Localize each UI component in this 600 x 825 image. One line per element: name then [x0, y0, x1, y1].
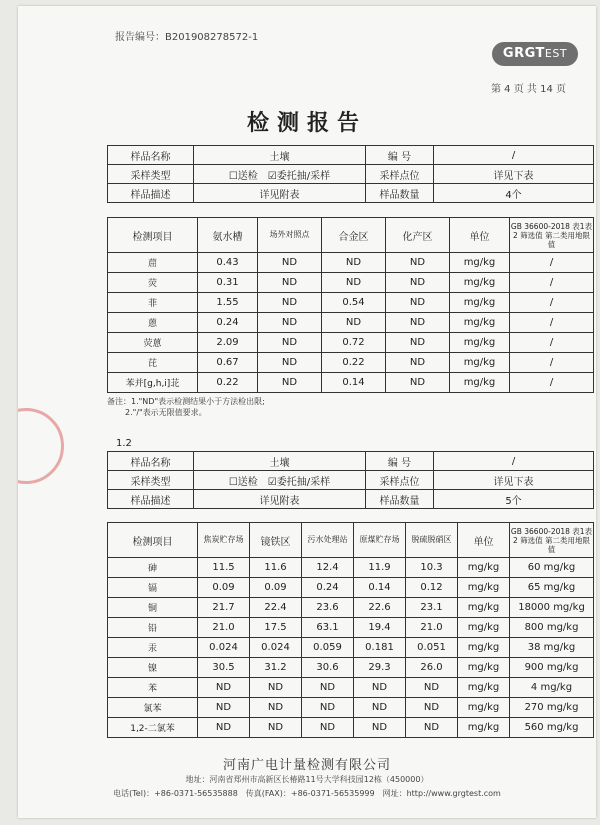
- header-cell: 原煤贮存场: [354, 523, 406, 558]
- value-cell: mg/kg: [458, 618, 510, 638]
- label-cell: 采样类型: [108, 471, 194, 490]
- value-cell: ND: [198, 718, 250, 738]
- company-contact: 电话(Tel)：+86-0371-56535888 传真(FAX)：+86-0371-56535999 网址：http://www.grgtest.com: [113, 789, 501, 798]
- value-cell: /: [510, 353, 594, 373]
- page-title: 检测报告: [246, 110, 367, 136]
- value-cell: ND: [354, 678, 406, 698]
- label-cell: 样品名称: [108, 146, 194, 165]
- results-table-2-body: [108, 558, 594, 738]
- results-table-1-body: [108, 253, 594, 393]
- value-cell: 30.5: [198, 658, 250, 678]
- value-cell: 11.5: [198, 558, 250, 578]
- label-cell: 采样点位: [366, 165, 434, 184]
- value-cell: 23.1: [406, 598, 458, 618]
- value-cell: 0.09: [250, 578, 302, 598]
- label-cell: 样品名称: [108, 452, 194, 471]
- item-cell: 镍: [108, 658, 198, 678]
- value-cell: 0.24: [198, 313, 258, 333]
- value-cell: ND: [386, 253, 450, 273]
- report-number: 报告编号：B201908278572-1: [115, 32, 259, 43]
- label-cell: 样品数量: [366, 490, 434, 509]
- value-cell: ND: [258, 373, 322, 393]
- value-cell: 22.4: [250, 598, 302, 618]
- table-header-row: [108, 218, 594, 253]
- value-cell: 0.024: [198, 638, 250, 658]
- header-cell: 检测项目: [108, 218, 198, 253]
- sample-info-table-1: [107, 145, 594, 203]
- header-cell: 污水处理站: [302, 523, 354, 558]
- item-cell: 砷: [108, 558, 198, 578]
- value-cell: 38 mg/kg: [510, 638, 594, 658]
- header-cell: 场外对照点: [258, 218, 322, 253]
- value-cell: /: [510, 333, 594, 353]
- value-cell: ND: [386, 373, 450, 393]
- value-cell: 800 mg/kg: [510, 618, 594, 638]
- value-cell: 17.5: [250, 618, 302, 638]
- value-cell: 23.6: [302, 598, 354, 618]
- table-row: [108, 373, 594, 393]
- value-cell: ND: [386, 273, 450, 293]
- item-cell: 荧蒽: [108, 333, 198, 353]
- value-cell: 22.6: [354, 598, 406, 618]
- company-name: 河南广电计量检测有限公司: [222, 758, 391, 773]
- value-cell: ND: [258, 333, 322, 353]
- value-cell: ND: [258, 253, 322, 273]
- value-cell: 详见下表: [434, 471, 594, 490]
- value-cell: ND: [198, 698, 250, 718]
- item-cell: 铜: [108, 598, 198, 618]
- value-cell: mg/kg: [458, 718, 510, 738]
- value-cell: 0.72: [322, 333, 386, 353]
- value-cell: ND: [302, 698, 354, 718]
- value-cell: ND: [322, 313, 386, 333]
- table-row: [108, 471, 594, 490]
- item-cell: 汞: [108, 638, 198, 658]
- table-row: [108, 273, 594, 293]
- value-cell: mg/kg: [450, 373, 510, 393]
- value-cell: 0.09: [198, 578, 250, 598]
- label-cell: 样品描述: [108, 184, 194, 203]
- value-cell: 0.024: [250, 638, 302, 658]
- results-table-1: [107, 217, 594, 393]
- header-cell: 镜铁区: [250, 523, 302, 558]
- value-cell: 0.12: [406, 578, 458, 598]
- item-cell: 菲: [108, 293, 198, 313]
- value-cell: 详见附表: [194, 184, 366, 203]
- value-cell: mg/kg: [458, 558, 510, 578]
- value-cell: ND: [302, 718, 354, 738]
- value-cell: ND: [250, 678, 302, 698]
- table-row: [108, 598, 594, 618]
- table-row: [108, 558, 594, 578]
- value-cell: /: [434, 452, 594, 471]
- table-row: [108, 165, 594, 184]
- value-cell: 11.9: [354, 558, 406, 578]
- value-cell: 560 mg/kg: [510, 718, 594, 738]
- value-cell: /: [510, 313, 594, 333]
- value-cell: mg/kg: [450, 353, 510, 373]
- item-cell: 铅: [108, 618, 198, 638]
- value-cell: 详见下表: [434, 165, 594, 184]
- value-cell: 65 mg/kg: [510, 578, 594, 598]
- value-cell: ND: [386, 293, 450, 313]
- value-cell: 31.2: [250, 658, 302, 678]
- value-cell: 10.3: [406, 558, 458, 578]
- value-cell: mg/kg: [458, 678, 510, 698]
- table-row: [108, 638, 594, 658]
- header-cell: GB 36600-2018 表1表2 筛选值 第二类用地限值: [510, 218, 594, 253]
- table-row: [108, 618, 594, 638]
- item-cell: 1,2-二氯苯: [108, 718, 198, 738]
- value-cell: 270 mg/kg: [510, 698, 594, 718]
- value-cell: ND: [258, 293, 322, 313]
- value-cell: mg/kg: [458, 698, 510, 718]
- value-cell: 0.059: [302, 638, 354, 658]
- value-cell: 19.4: [354, 618, 406, 638]
- label-cell: 编 号: [366, 452, 434, 471]
- value-cell: 60 mg/kg: [510, 558, 594, 578]
- table-row: [108, 658, 594, 678]
- header-cell: 检测项目: [108, 523, 198, 558]
- value-cell: ND: [302, 678, 354, 698]
- item-cell: 镉: [108, 578, 198, 598]
- table-row: [108, 490, 594, 509]
- value-cell: /: [434, 146, 594, 165]
- label-cell: 编 号: [366, 146, 434, 165]
- value-cell: 5个: [434, 490, 594, 509]
- company-address: 地址：河南省郑州市高新区长椿路11号大学科技园12栋（450000）: [185, 775, 429, 784]
- value-cell: mg/kg: [458, 598, 510, 618]
- value-cell: 26.0: [406, 658, 458, 678]
- value-cell: 0.22: [322, 353, 386, 373]
- table-row: [108, 718, 594, 738]
- header-cell: 化产区: [386, 218, 450, 253]
- value-cell: 21.0: [406, 618, 458, 638]
- value-cell: 详见附表: [194, 490, 366, 509]
- item-cell: 苯: [108, 678, 198, 698]
- item-cell: 䓛: [108, 253, 198, 273]
- notes: [107, 396, 265, 418]
- value-cell: 4个: [434, 184, 594, 203]
- value-cell: ND: [258, 273, 322, 293]
- header-cell: 单位: [450, 218, 510, 253]
- value-cell: 4 mg/kg: [510, 678, 594, 698]
- value-cell: 11.6: [250, 558, 302, 578]
- value-cell: 0.31: [198, 273, 258, 293]
- note-line: 备注：1."ND"表示检测结果小于方法检出限;: [107, 397, 265, 406]
- value-cell: mg/kg: [450, 253, 510, 273]
- value-cell: 21.0: [198, 618, 250, 638]
- results-table-2: [107, 522, 594, 738]
- value-cell: ☐送检 ☑委托抽/采样: [194, 165, 366, 184]
- table-row: [108, 333, 594, 353]
- item-cell: 荧: [108, 273, 198, 293]
- value-cell: 30.6: [302, 658, 354, 678]
- value-cell: /: [510, 293, 594, 313]
- value-cell: ND: [258, 353, 322, 373]
- value-cell: mg/kg: [450, 273, 510, 293]
- red-seal-stamp: [18, 408, 64, 484]
- value-cell: ND: [250, 718, 302, 738]
- table-row: [108, 678, 594, 698]
- grgtest-logo: GRGTEST: [492, 42, 578, 66]
- label-cell: 采样类型: [108, 165, 194, 184]
- value-cell: ND: [250, 698, 302, 718]
- value-cell: 63.1: [302, 618, 354, 638]
- label-cell: 样品描述: [108, 490, 194, 509]
- value-cell: ND: [322, 253, 386, 273]
- note-line: 2."/"表示无限值要求。: [125, 408, 207, 417]
- value-cell: 土壤: [194, 452, 366, 471]
- value-cell: 2.09: [198, 333, 258, 353]
- page-number: 第 4 页 共 14 页: [491, 84, 566, 95]
- value-cell: 0.24: [302, 578, 354, 598]
- sample-info-table-2: [107, 451, 594, 509]
- value-cell: 0.181: [354, 638, 406, 658]
- value-cell: ND: [386, 353, 450, 373]
- table-row: [108, 313, 594, 333]
- value-cell: 0.22: [198, 373, 258, 393]
- value-cell: mg/kg: [450, 313, 510, 333]
- header-cell: 单位: [458, 523, 510, 558]
- table-row: [108, 146, 594, 165]
- label-cell: 样品数量: [366, 184, 434, 203]
- table-header-row: [108, 523, 594, 558]
- value-cell: 18000 mg/kg: [510, 598, 594, 618]
- value-cell: 0.43: [198, 253, 258, 273]
- value-cell: /: [510, 273, 594, 293]
- value-cell: mg/kg: [450, 333, 510, 353]
- value-cell: /: [510, 373, 594, 393]
- table-row: [108, 698, 594, 718]
- table-row: [108, 184, 594, 203]
- header-cell: 氨水槽: [198, 218, 258, 253]
- value-cell: mg/kg: [458, 638, 510, 658]
- value-cell: 21.7: [198, 598, 250, 618]
- table-row: [108, 253, 594, 273]
- item-cell: 蒽: [108, 313, 198, 333]
- value-cell: 0.67: [198, 353, 258, 373]
- table-row: [108, 293, 594, 313]
- value-cell: /: [510, 253, 594, 273]
- value-cell: ☐送检 ☑委托抽/采样: [194, 471, 366, 490]
- value-cell: ND: [406, 678, 458, 698]
- value-cell: ND: [198, 678, 250, 698]
- item-cell: 芘: [108, 353, 198, 373]
- value-cell: mg/kg: [458, 578, 510, 598]
- item-cell: 苯并[g,h,i]苝: [108, 373, 198, 393]
- value-cell: mg/kg: [458, 658, 510, 678]
- table-row: [108, 578, 594, 598]
- value-cell: ND: [322, 273, 386, 293]
- value-cell: ND: [386, 333, 450, 353]
- table-row: [108, 353, 594, 373]
- value-cell: ND: [354, 698, 406, 718]
- label-cell: 采样点位: [366, 471, 434, 490]
- item-cell: 氯苯: [108, 698, 198, 718]
- report-page: [18, 6, 596, 818]
- header-cell: 脱硫脱硝区: [406, 523, 458, 558]
- value-cell: ND: [406, 698, 458, 718]
- value-cell: 0.14: [354, 578, 406, 598]
- section-label: 1.2: [116, 438, 132, 449]
- header-cell: 焦炭贮存场: [198, 523, 250, 558]
- value-cell: ND: [386, 313, 450, 333]
- value-cell: 900 mg/kg: [510, 658, 594, 678]
- value-cell: ND: [354, 718, 406, 738]
- value-cell: 1.55: [198, 293, 258, 313]
- value-cell: 12.4: [302, 558, 354, 578]
- value-cell: mg/kg: [450, 293, 510, 313]
- value-cell: 土壤: [194, 146, 366, 165]
- header-cell: 合金区: [322, 218, 386, 253]
- value-cell: ND: [406, 718, 458, 738]
- value-cell: 0.54: [322, 293, 386, 313]
- value-cell: 0.051: [406, 638, 458, 658]
- value-cell: 0.14: [322, 373, 386, 393]
- value-cell: 29.3: [354, 658, 406, 678]
- table-row: [108, 452, 594, 471]
- value-cell: ND: [258, 313, 322, 333]
- header-cell: GB 36600-2018 表1表2 筛选值 第二类用地限值: [510, 523, 594, 558]
